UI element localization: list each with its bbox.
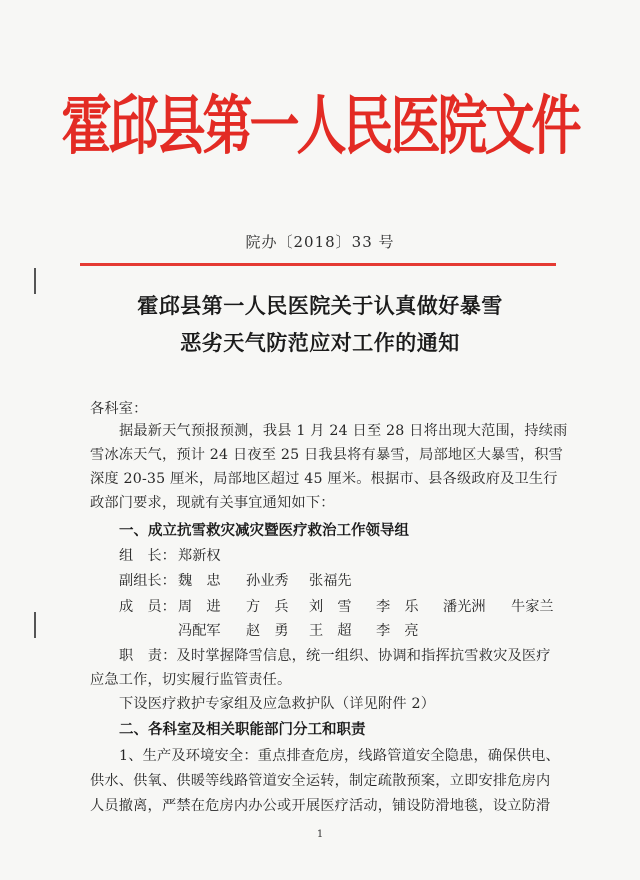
intro-line: 深度 20-35 厘米，局部地区超过 45 厘米。根据市、县各级政府及卫生行 [90,471,558,487]
deputy-name: 张福先 [309,573,352,589]
red-divider-line [80,263,556,266]
section-2-line: 1、生产及环境安全：重点排查危房，线路管道安全隐患，确保供电、 [119,748,560,764]
document-number: 院办〔2018〕33 号 [245,233,395,251]
member-name: 潘光洲 [443,599,486,615]
member-name: 刘 雪 [309,599,352,615]
member-name: 牛家兰 [511,599,554,615]
member-name: 李 乐 [376,599,419,615]
duty-line: 应急工作，切实履行监管责任。 [90,672,292,688]
page-number: 1 [316,829,324,840]
member-name: 方 兵 [246,599,289,615]
section-2-line: 供水、供氧、供暖等线路管道安全运转，制定疏散预案，立即安排危房内 [90,773,551,789]
salutation: 各科室： [90,401,148,417]
section-2-line: 人员撤离，严禁在危房内办公或开展医疗活动，铺设防滑地毯，设立防滑 [90,798,551,814]
leader-name: 郑新权 [178,548,221,564]
expert-group-note: 下设医疗救护专家组及应急救护队（详见附件 2） [119,696,436,712]
masthead-title: 霍邱县第一人民医院文件 [61,89,579,164]
duty-line: 职 责：及时掌握降雪信息，统一组织、协调和指挥抗雪救灾及医疗 [119,648,551,664]
section-2-heading: 二、各科室及相关职能部门分工和职责 [119,722,366,738]
leader-label: 组 长： [119,548,176,564]
notice-title-line-1: 霍邱县第一人民医院关于认真做好暴雪 [137,294,503,318]
member-name: 王 超 [309,623,352,639]
member-name: 赵 勇 [246,623,289,639]
member-name: 李 亮 [376,623,419,639]
members-label: 成 员： [119,599,176,615]
deputy-name: 孙业秀 [246,573,289,589]
intro-line: 政部门要求，现就有关事宜通知如下： [90,495,335,511]
intro-line: 雪冰冻天气，预计 24 日夜至 25 日我县将有暴雪，局部地区大暴雪，积雪 [90,447,563,463]
section-1-heading: 一、成立抗雪救灾减灾暨医疗救治工作领导组 [119,523,409,539]
intro-line: 据最新天气预报预测，我县 1 月 24 日至 28 日将出现大范围，持续雨 [119,423,568,439]
deputy-label: 副组长： [119,573,176,589]
deputy-name: 魏 忠 [178,573,221,589]
notice-title-line-2: 恶劣天气防范应对工作的通知 [180,331,460,355]
member-name: 周 进 [178,599,221,615]
margin-binding-mark [34,612,36,638]
member-name: 冯配军 [178,623,221,639]
